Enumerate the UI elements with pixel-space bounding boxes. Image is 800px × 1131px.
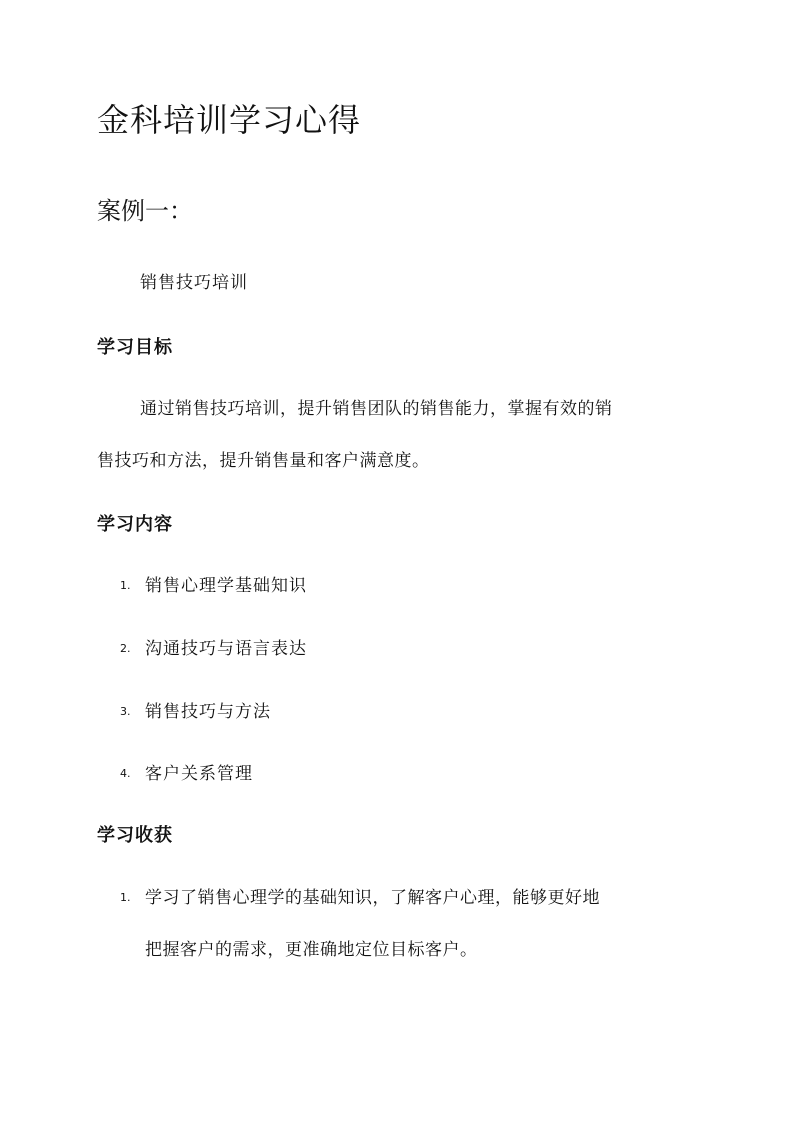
list-number: 2. — [120, 642, 131, 655]
list-text: 销售技巧与方法 — [145, 702, 271, 722]
section-heading-goal: 学习目标 — [97, 337, 173, 358]
case-subtitle: 销售技巧培训 — [140, 273, 248, 293]
list-number: 4. — [120, 767, 131, 780]
section-heading-gains: 学习收获 — [97, 825, 173, 846]
content-list-item — [120, 573, 307, 599]
content-list-item — [120, 761, 253, 787]
content-list-item — [120, 699, 271, 725]
list-number: 1. — [120, 891, 131, 904]
goal-line-2: 售技巧和方法，提升销售量和客户满意度。 — [97, 451, 430, 471]
case-heading: 案例一： — [97, 197, 193, 225]
goal-line-1: 通过销售技巧培训，提升销售团队的销售能力，掌握有效的销 — [140, 399, 613, 419]
goal-paragraph — [97, 396, 707, 476]
gain-line-1: 学习了销售心理学的基础知识，了解客户心理，能够更好地 — [145, 888, 600, 908]
content-list-item — [120, 636, 307, 662]
list-text: 销售心理学基础知识 — [145, 576, 307, 596]
gains-list-item — [120, 885, 600, 911]
list-number: 3. — [120, 705, 131, 718]
section-heading-content: 学习内容 — [97, 514, 173, 535]
gain-continuation-line: 把握客户的需求，更准确地定位目标客户。 — [145, 940, 478, 960]
list-text: 沟通技巧与语言表达 — [145, 639, 307, 659]
list-text: 客户关系管理 — [145, 764, 253, 784]
document-title: 金科培训学习心得 — [97, 101, 362, 139]
list-number: 1. — [120, 579, 131, 592]
